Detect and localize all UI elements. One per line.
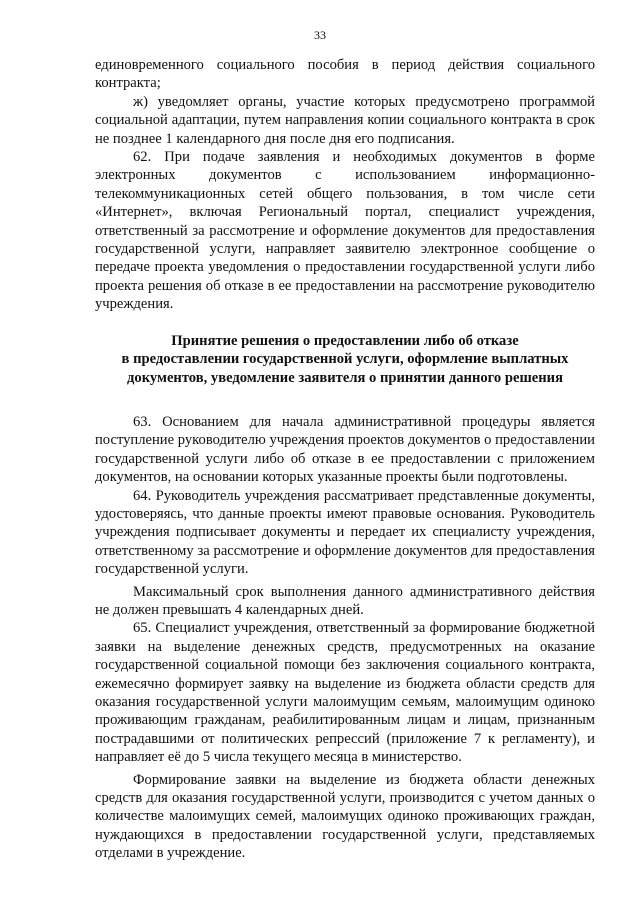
heading-line: в предоставлении государственной услуги, оформление выплатных xyxy=(121,351,569,368)
paragraph-62: 62. При подаче заявления и необходимых документов в форме электронных документов с использованием информационно-телекоммуникационных сетей общего пользования, в том числе сети «Интернет», включая Региональный портал, специалист учреждения, ответственный за рассмотрение и оформление документов для предоставления государственной услуги, направляет заявителю электронное сообщение о передаче проекта уведомления о предоставлении государственной услуги либо проекта решения об отказе в ее предоставлении на рассмотрение руководителю учреждения. xyxy=(95,149,595,313)
heading-line: документов, уведомление заявителя о принятии данного решения xyxy=(127,369,563,386)
page-number: 33 xyxy=(314,28,326,42)
paragraph-max-term: Максимальный срок выполнения данного административного действия не должен превышать 4 календарных дней. xyxy=(95,583,595,618)
paragraph-item-zh: ж) уведомляет органы, участие которых предусмотрено программой социальной адаптации, путем направления копии социального контракта в срок не позднее 1 календарного дня после дня его подписания. xyxy=(95,93,595,147)
section-heading xyxy=(95,332,595,387)
paragraph-continuation: единовременного социального пособия в период действия социального контракта; xyxy=(95,57,595,92)
heading-line: Принятие решения о предоставлении либо об отказе xyxy=(171,332,519,349)
paragraph-63: 63. Основанием для начала административной процедуры является поступление руководителю учреждения проектов документов о предоставлении государственной услуги либо об отказе в ее предоставлении с приложением документов, на основании которых указанные проекты были подготовлены. xyxy=(95,413,595,486)
paragraph-formation: Формирование заявки на выделение из бюджета области денежных средств для оказания государственной услуги, производится с учетом данных о количестве малоимущих семей, малоимущих одиноко проживающих граждан, нуждающихся в предоставлении государственной услуги, представляемых отделами в учреждение. xyxy=(95,771,595,862)
paragraph-65: 65. Специалист учреждения, ответственный за формирование бюджетной заявки на выделение денежных средств, предусмотренных на оказание государственной социальной помощи без заключения социального контракта, ежемесячно формирует заявку на выделение из бюджета области средств для оказания государственной услуги малоимущим семьям, малоимущим одиноко проживающим гражданам, реабилитированным лицам и лицам, признанным пострадавшими от политических репрессий (приложение 7 к регламенту), и направляет её до 5 числа текущего месяца в министерство. xyxy=(95,620,595,766)
page-content xyxy=(95,56,595,863)
paragraph-64: 64. Руководитель учреждения рассматривает представленные документы, удостоверяясь, что данные проекты имеют правовые основания. Руководитель учреждения подписывает документы и передает их специалисту учреждения, ответственному за рассмотрение и оформление документов для предоставления государственной услуги. xyxy=(95,487,595,578)
